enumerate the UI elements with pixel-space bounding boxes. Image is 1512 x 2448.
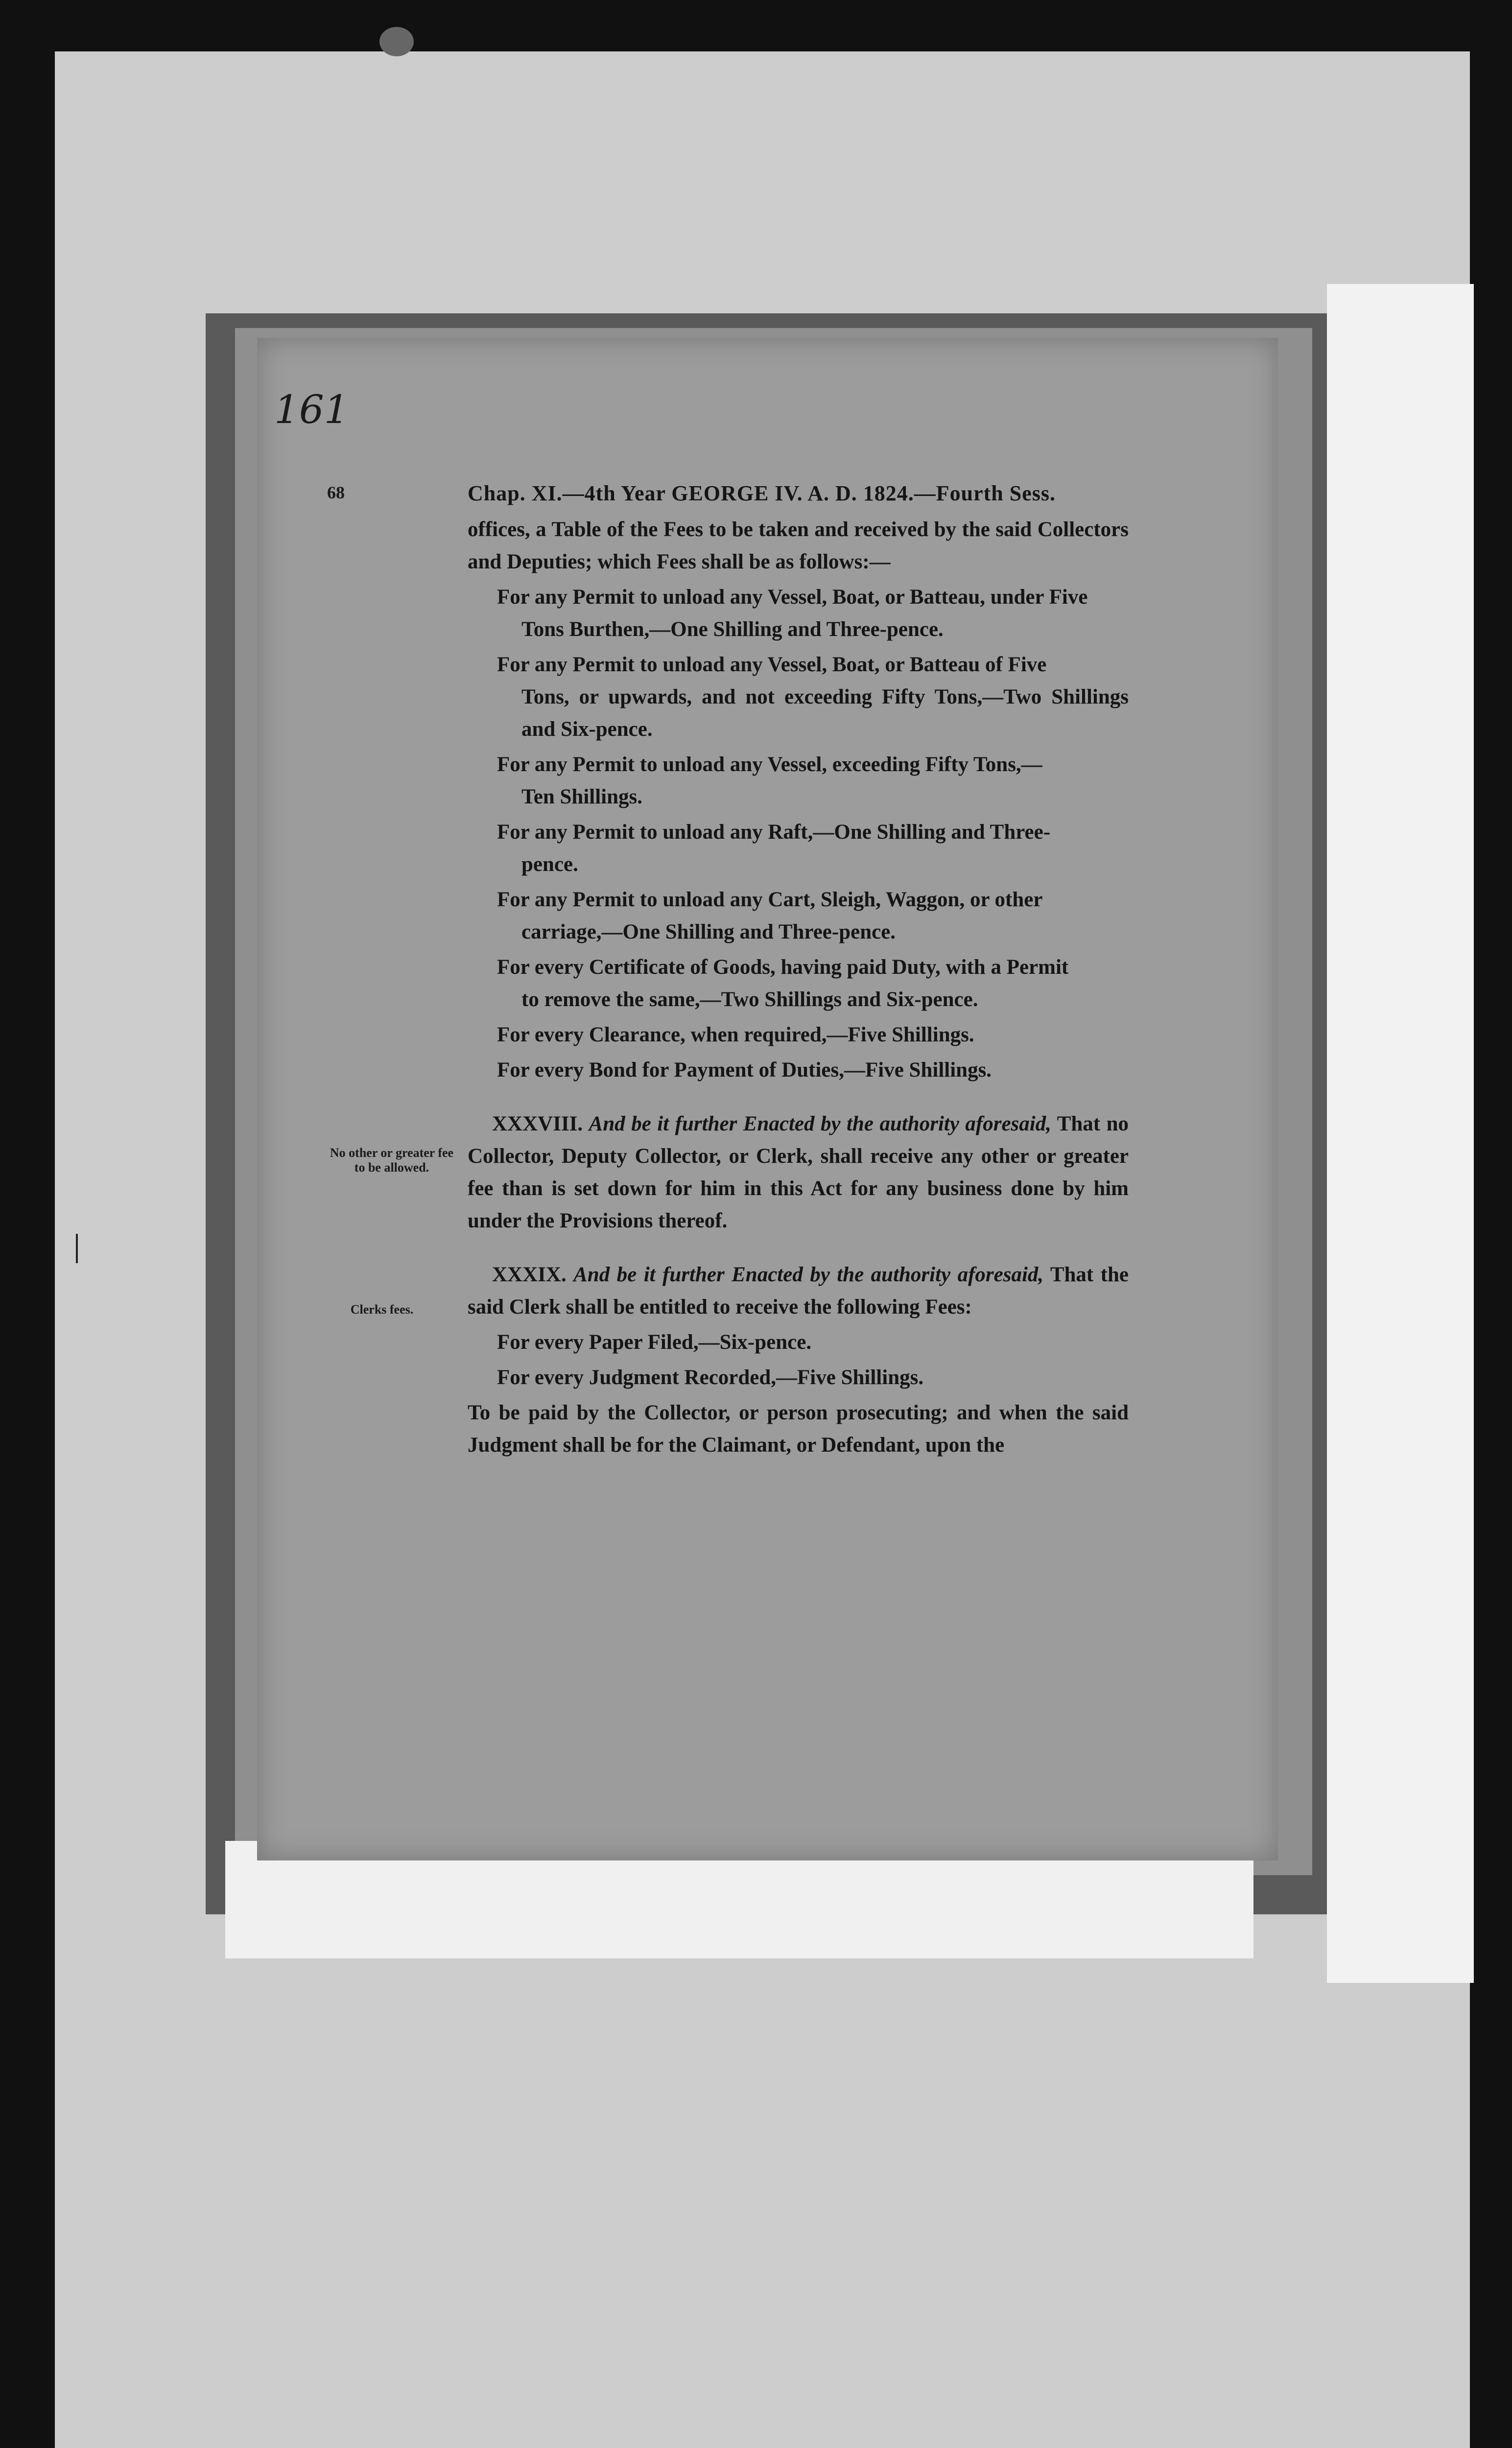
fee-item: For any Permit to unload any Raft,—One Shilling and Three- pence. bbox=[497, 821, 1051, 876]
page-number: 68 bbox=[327, 483, 345, 502]
fee-item: For any Permit to unload any Vessel, Boat, or Batteau of Five Tons, or upwards, and not exceeding Fifty Tons,—Two Shillings and Six-pence. bbox=[497, 653, 1129, 741]
fee-item: For any Permit to unload any Cart, Sleigh, Waggon, or other carriage,—One Shilling and Three-pence. bbox=[497, 888, 1043, 943]
running-head: Chap. XI.—4th Year GEORGE IV. A. D. 1824.—Fourth Sess. bbox=[468, 481, 1056, 505]
intro-paragraph: offices, a Table of the Fees to be taken and received by the said Collectors and Deputies; which Fees shall be as follows:— bbox=[468, 518, 1129, 573]
section-38 bbox=[468, 1108, 1129, 1237]
film-blemish bbox=[379, 27, 414, 56]
fee-item: For any Permit to unload any Vessel, exceeding Fifty Tons,— Ten Shillings. bbox=[497, 753, 1042, 808]
statute-text bbox=[468, 477, 1129, 1461]
section-body: That the said Clerk shall be entitled to receive the following Fees: bbox=[468, 1263, 1129, 1318]
fee-item: For every Clearance, when required,—Five Shillings. bbox=[497, 1023, 974, 1046]
fee-item: For every Bond for Payment of Duties,—Five Shillings. bbox=[497, 1059, 992, 1082]
marginal-note-section-39: Clerks fees. bbox=[350, 1302, 414, 1317]
fee-item: For every Certificate of Goods, having paid Duty, with a Permit to remove the same,—Two Shillings and Six-pence. bbox=[497, 956, 1069, 1011]
enacting-clause: And be it further Enacted by the authority aforesaid, bbox=[573, 1263, 1044, 1286]
clerk-fee-item: For every Judgment Recorded,—Five Shillings. bbox=[497, 1366, 924, 1389]
film-edge-mark bbox=[76, 1234, 78, 1263]
section-body: That no Collector, Deputy Collector, or Clerk, shall receive any other or greater fee than is set down for him in this Act for any business done by him under the Provisions thereof. bbox=[468, 1112, 1129, 1232]
clerk-fee-item: For every Paper Filed,—Six-pence. bbox=[497, 1331, 812, 1354]
handwritten-folio-number: 161 bbox=[274, 387, 349, 432]
section-number: XXXVIII. bbox=[492, 1112, 583, 1135]
background-sheet bbox=[1327, 284, 1474, 1983]
marginal-note-section-38: No other or greater fee to be allowed. bbox=[330, 1146, 454, 1175]
section-number: XXXIX. bbox=[492, 1263, 567, 1286]
closing-paragraph: To be paid by the Collector, or person prosecuting; and when the said Judgment shall be for the Claimant, or Defendant, upon the bbox=[468, 1401, 1129, 1457]
enacting-clause: And be it further Enacted by the authority aforesaid, bbox=[589, 1112, 1051, 1135]
section-39 bbox=[468, 1259, 1129, 1323]
fee-item: For any Permit to unload any Vessel, Boat, or Batteau, under Five Tons Burthen,—One Shilling and Three-pence. bbox=[497, 586, 1088, 641]
